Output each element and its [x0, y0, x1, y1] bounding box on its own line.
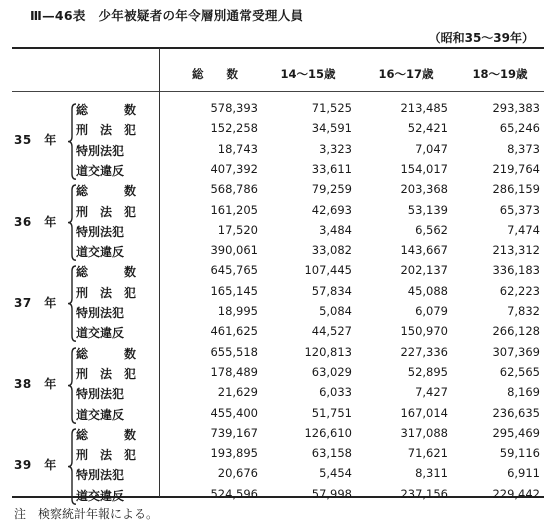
table-cell: 5,454 [319, 466, 352, 481]
footnote: 注 検察統計年報による。 [14, 507, 159, 521]
table-cell: 59,116 [499, 446, 540, 461]
table-cell: 3,484 [319, 222, 352, 237]
table-cell: 53,139 [407, 202, 448, 217]
table-cell: 390,061 [210, 243, 258, 258]
table-cell: 227,336 [400, 344, 448, 359]
table-cell: 17,520 [217, 222, 258, 237]
table-cell: 219,764 [492, 161, 540, 176]
table-cell: 295,469 [492, 425, 540, 440]
col-header-14-15: 14～15歳 [280, 67, 336, 81]
table-cell: 33,611 [311, 161, 352, 176]
table-cell: 578,393 [210, 101, 258, 115]
row-label: 道交違反 [76, 326, 125, 341]
table-cell: 65,373 [499, 202, 540, 217]
table-cell: 6,033 [319, 385, 352, 400]
table-cell: 79,259 [311, 182, 352, 197]
table-cell: 739,167 [210, 425, 258, 440]
row-label: 道交違反 [76, 163, 125, 178]
table-cell: 21,629 [217, 385, 258, 400]
table-cell: 18,743 [217, 141, 258, 156]
table-cell: 143,667 [400, 243, 448, 258]
table-cell: 266,128 [492, 324, 540, 339]
table-cell: 655,518 [210, 344, 258, 359]
table-cell: 150,970 [400, 324, 448, 339]
table-cell: 33,082 [311, 243, 352, 258]
top-rule [12, 47, 544, 49]
table-cell: 6,562 [415, 222, 448, 237]
table-title: Ⅲ—46表 少年被疑者の年令層別通常受理人員 [30, 8, 304, 23]
table-cell: 65,246 [499, 121, 540, 136]
row-label: 刑 法 犯 [76, 366, 137, 381]
row-label: 道交違反 [76, 407, 125, 422]
table-cell: 568,786 [210, 182, 258, 197]
table-cell: 20,676 [217, 466, 258, 481]
table-cell: 237,156 [400, 486, 448, 501]
row-label: 刑 法 犯 [76, 123, 137, 138]
table-cell: 51,751 [311, 405, 352, 420]
table-cell: 62,223 [499, 283, 540, 298]
table-cell: 63,158 [311, 446, 352, 461]
row-label: 特別法犯 [76, 224, 125, 239]
table-cell: 286,159 [492, 182, 540, 197]
table-cell: 8,169 [507, 385, 540, 400]
table-cell: 42,693 [311, 202, 352, 217]
table-cell: 120,813 [304, 344, 352, 359]
table-cell: 524,596 [210, 486, 258, 501]
stub-divider [159, 48, 160, 497]
table-cell: 71,621 [407, 446, 448, 461]
row-label: 特別法犯 [76, 387, 125, 402]
table-cell: 645,765 [210, 263, 258, 278]
table-cell: 307,369 [492, 344, 540, 359]
table-cell: 7,832 [507, 304, 540, 318]
table-cell: 178,489 [210, 364, 258, 379]
year-label: 35 年 [14, 133, 57, 148]
row-label: 総 数 [76, 427, 137, 442]
row-label: 刑 法 犯 [76, 448, 137, 463]
table-cell: 193,895 [210, 446, 258, 461]
row-label: 総 数 [76, 346, 137, 361]
table-cell: 293,383 [492, 101, 540, 115]
table-cell: 213,312 [492, 243, 540, 258]
year-label: 39 年 [14, 458, 57, 473]
table-cell: 8,311 [415, 466, 448, 481]
table-cell: 34,591 [311, 121, 352, 136]
table-cell: 7,474 [507, 222, 540, 237]
row-label: 特別法犯 [76, 306, 125, 320]
table-cell: 5,084 [319, 304, 352, 318]
table-cell: 6,079 [415, 304, 448, 318]
table-cell: 165,145 [210, 283, 258, 298]
year-label: 37 年 [14, 295, 57, 310]
table-cell: 202,137 [400, 263, 448, 278]
row-label: 総 数 [76, 265, 137, 280]
row-label: 特別法犯 [76, 143, 125, 158]
table-cell: 63,029 [311, 364, 352, 379]
table-cell: 44,527 [311, 324, 352, 339]
row-label: 道交違反 [76, 245, 125, 260]
row-label: 総 数 [76, 184, 137, 199]
table-cell: 45,088 [407, 283, 448, 298]
row-label: 特別法犯 [76, 468, 125, 483]
table-cell: 7,047 [415, 141, 448, 156]
table-cell: 52,895 [407, 364, 448, 379]
table-cell: 3,323 [319, 141, 352, 156]
table-cell: 152,258 [210, 121, 258, 136]
table-cell: 6,911 [507, 466, 540, 481]
table-cell: 229,442 [492, 486, 540, 501]
table-cell: 18,995 [217, 304, 258, 318]
col-header-total: 総 数 [192, 67, 238, 81]
table-cell: 167,014 [400, 405, 448, 420]
table-cell: 203,368 [400, 182, 448, 197]
table-cell: 71,525 [311, 101, 352, 115]
table-cell: 7,427 [415, 385, 448, 400]
row-label: 刑 法 犯 [76, 285, 137, 300]
table-cell: 154,017 [400, 161, 448, 176]
table-cell: 461,625 [210, 324, 258, 339]
table-subtitle: （昭和35～39年） [428, 31, 534, 45]
table-cell: 52,421 [407, 121, 448, 136]
table-cell: 455,400 [210, 405, 258, 420]
table-cell: 161,205 [210, 202, 258, 217]
row-label: 道交違反 [76, 488, 125, 503]
table-cell: 107,445 [304, 263, 352, 278]
col-header-18-19: 18～19歳 [472, 67, 528, 81]
table-cell: 126,610 [304, 425, 352, 440]
table-cell: 336,183 [492, 263, 540, 278]
row-label: 刑 法 犯 [76, 204, 137, 219]
col-header-16-17: 16～17歳 [378, 67, 434, 81]
table-cell: 407,392 [210, 161, 258, 176]
table-cell: 57,834 [311, 283, 352, 298]
table-cell: 8,373 [507, 141, 540, 156]
year-label: 38 年 [14, 377, 57, 392]
year-label: 36 年 [14, 214, 57, 229]
table-cell: 236,635 [492, 405, 540, 420]
table-cell: 62,565 [499, 364, 540, 379]
row-label: 総 数 [76, 103, 137, 117]
table-cell: 317,088 [400, 425, 448, 440]
table-cell: 213,485 [400, 101, 448, 115]
header-rule [12, 91, 544, 92]
table-cell: 57,998 [311, 486, 352, 501]
